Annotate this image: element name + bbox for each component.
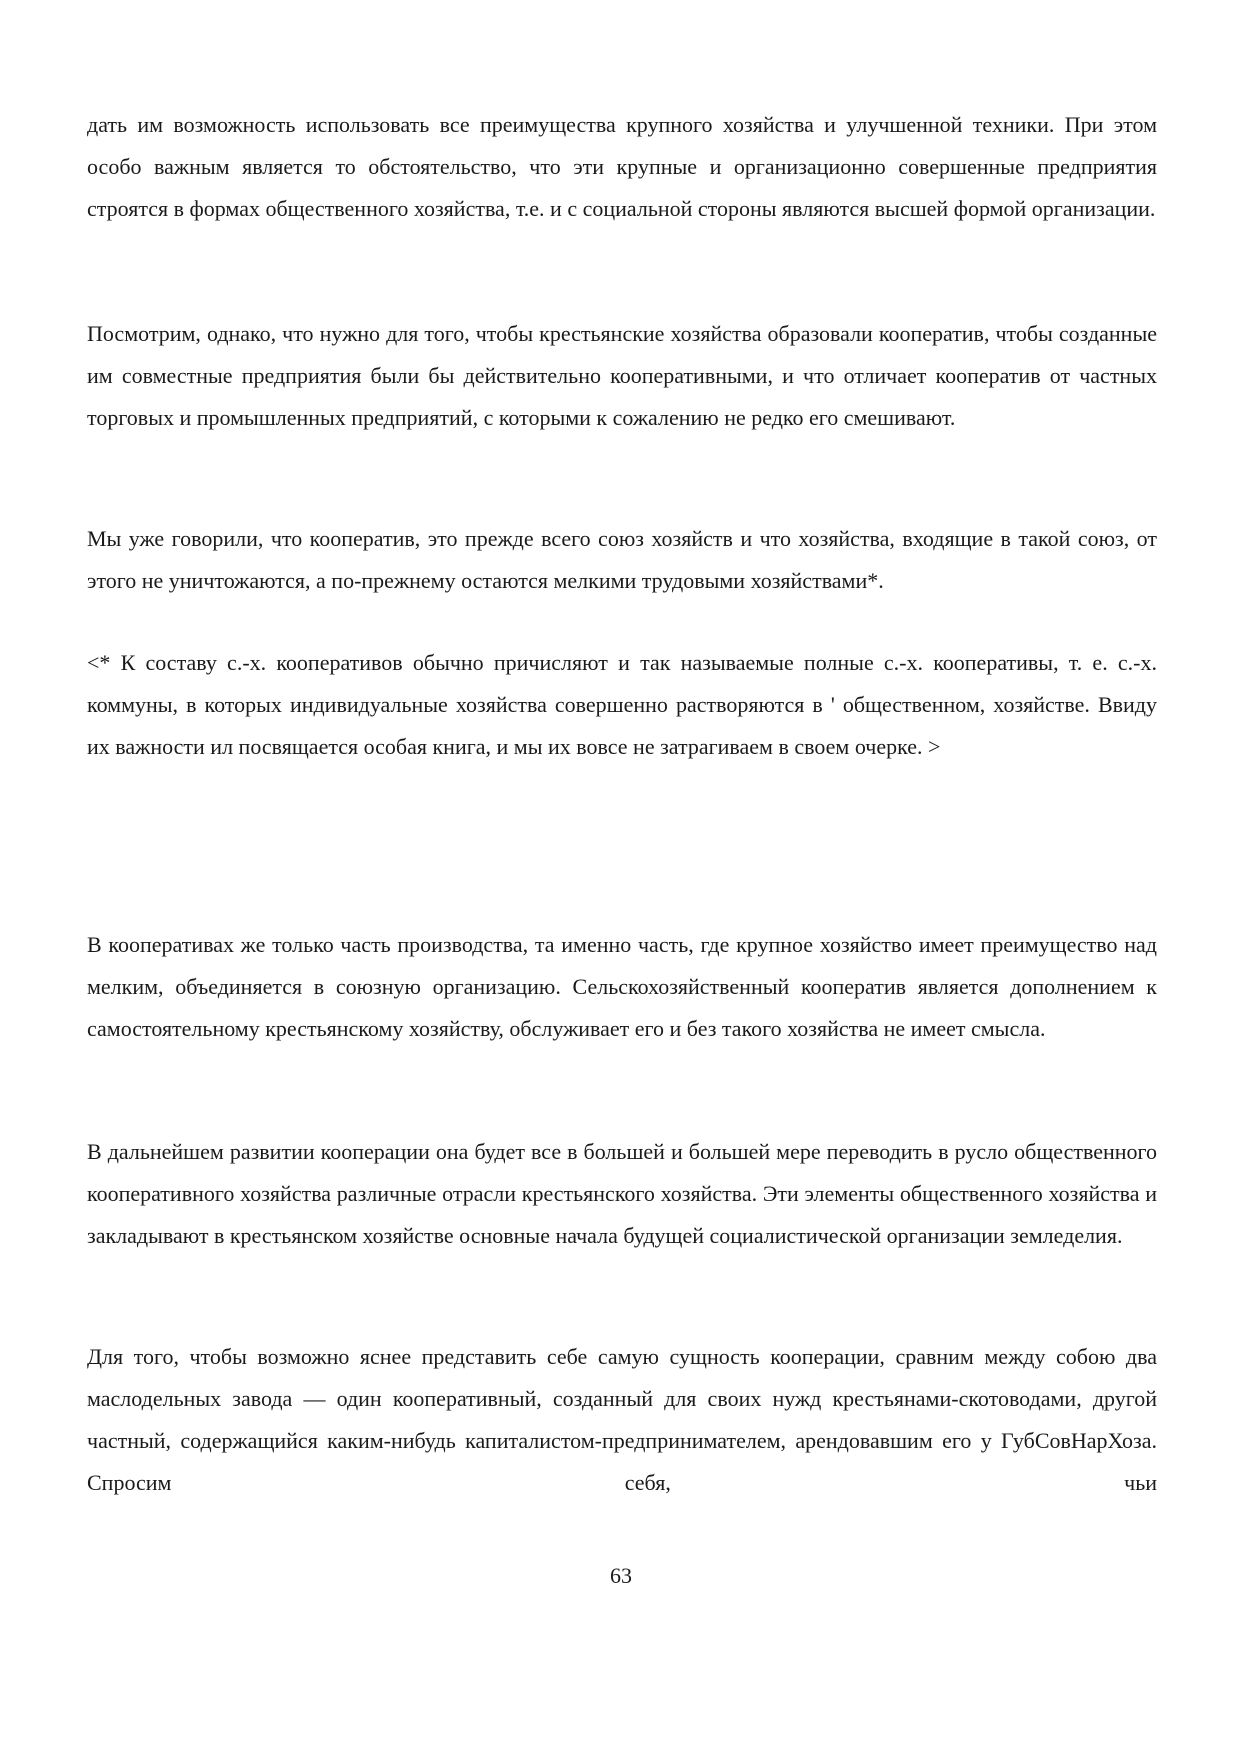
paragraph: дать им возможность использовать все преимущества крупного хозяйства и улучшенной техники. При этом особо важным является то обстоятельство, что эти крупные и организационно совершенные предприятия строятся в формах общественного хозяйства, т.е. и с социальной стороны являются высшей формой организации. bbox=[87, 112, 1157, 221]
paragraph: Для того, чтобы возможно яснее представить себе самую сущность кооперации, сравним между собою два маслодельных завода — один кооперативный, созданный для своих нужд крестьянами-скотоводами, другой частный, содержащийся каким-нибудь капиталистом-предпринимателем, арендовавшим его у ГубСовНарХоза. Спросим себя, чьи bbox=[87, 1344, 1157, 1495]
footnote-paragraph: <* К составу с.-х. кооперативов обычно причисляют и так называемые полные с.-х. кооперативы, т. е. с.-х. коммуны, в которых индивидуальные хозяйства совершенно растворяются в ' общественном, хозяйстве. Ввиду их важности ил посвящается особая книга, и мы их вовсе не затрагиваем в своем очерке. > bbox=[87, 650, 1157, 759]
paragraph: В дальнейшем развитии кооперации она будет все в большей и большей мере переводить в русло общественного кооперативного хозяйства различные отрасли крестьянского хозяйства. Эти элементы общественного хозяйства и закладывают в крестьянском хозяйстве основные начала будущей социалистической организации земледелия. bbox=[87, 1139, 1157, 1248]
page-number: 63 bbox=[610, 1563, 632, 1588]
paragraph: Мы уже говорили, что кооператив, это прежде всего союз хозяйств и что хозяйства, входящие в такой союз, от этого не уничтожаются, а по-прежнему остаются мелкими трудовыми хозяйствами*. bbox=[87, 526, 1157, 593]
paragraph: В кооперативах же только часть производства, та именно часть, где крупное хозяйство имеет преимущество над мелким, объединяется в союзную организацию. Сельскохозяйственный кооператив является дополнением к самостоятельному крестьянскому хозяйству, обслуживает его и без такого хозяйства не имеет смысла. bbox=[87, 932, 1157, 1041]
paragraph: Посмотрим, однако, что нужно для того, чтобы крестьянские хозяйства образовали кооператив, чтобы созданные им совместные предприятия были бы действительно кооперативными, и что отличает кооператив от частных торговых и промышленных предприятий, с которыми к сожалению не редко его смешивают. bbox=[87, 321, 1157, 430]
